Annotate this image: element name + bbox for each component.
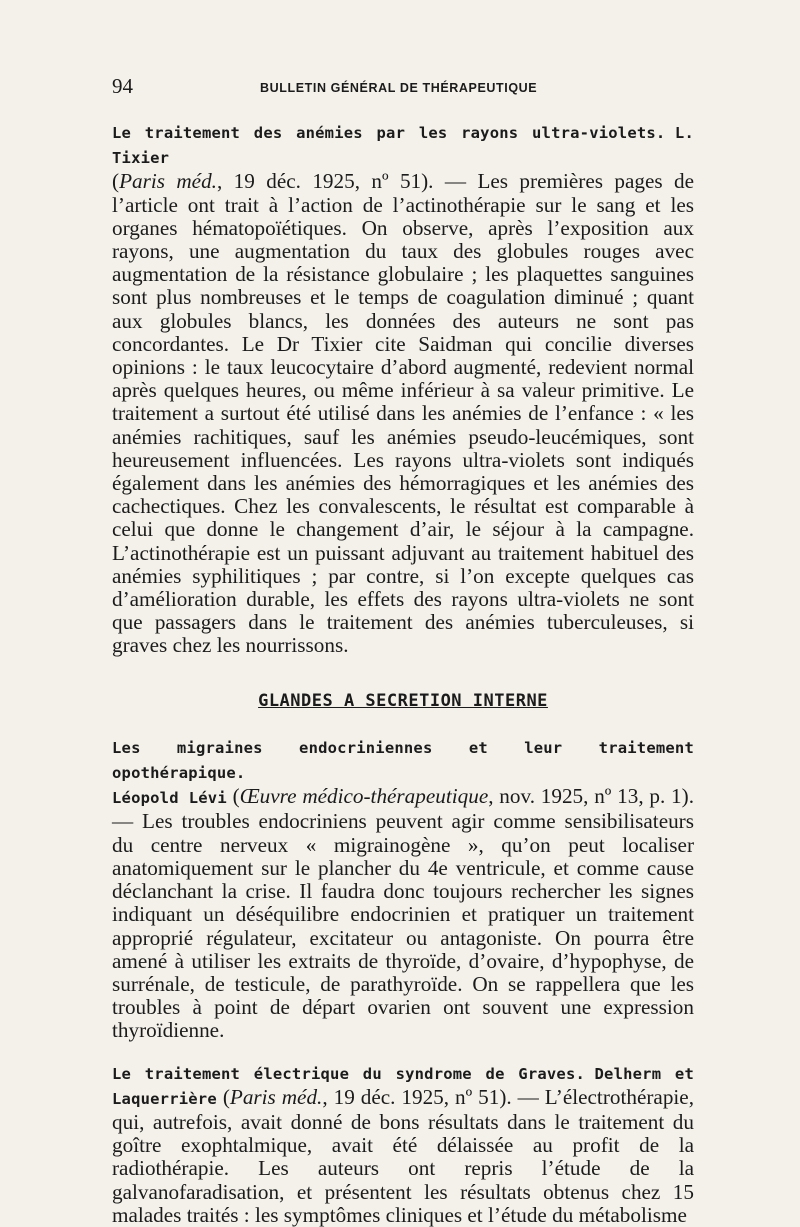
journal-name: Paris méd.: [229, 1084, 323, 1109]
article-title: Le traitement électrique du syndrome de Graves.: [112, 1064, 586, 1083]
citation-open: (: [226, 784, 240, 809]
article-author: L. Tixier: [112, 124, 694, 168]
page-header: [112, 74, 694, 104]
citation-open: (: [112, 169, 120, 194]
citation-details: , nov. 1925, nº 13, p. 1).: [488, 784, 694, 809]
citation-open: (: [216, 1084, 230, 1109]
journal-name: Œuvre médico-thérapeutique: [239, 784, 489, 809]
paragraph-gap: [112, 1043, 694, 1061]
article-author: Léopold Lévi: [112, 789, 227, 808]
article-author: Delherm et Laquerrière: [112, 1064, 694, 1108]
article-levi: [112, 735, 694, 1043]
page-content: [112, 120, 694, 1227]
article-body: — L’électrothérapie, qui, autrefois, avait donné de bons résultats dans le traitement du goître exophtalmique, avait été délaissée au profit de la radiothérapie. Les auteurs ont repris l’étude de la galvanofaradisation, et présentent les résultats obtenus chez 15 malades traités : les symptômes cliniques et l’étude du métabolisme: [112, 1084, 694, 1227]
article-title: Les migraines endocriniennes et leur traitement opothérapique.: [112, 738, 694, 783]
page-number: 94: [112, 74, 133, 98]
article-title: Le traitement des anémies par les rayons ultra-violets.: [112, 124, 666, 142]
citation-details: , 19 déc. 1925, nº 51).: [216, 169, 434, 194]
running-title: BULLETIN GÉNÉRAL DE THÉRAPEUTIQUE: [260, 81, 538, 95]
section-heading: GLANDES A SECRETION INTERNE: [258, 690, 548, 711]
article-tixier: [112, 120, 694, 658]
journal-name: Paris méd.: [119, 169, 217, 194]
article-delherm: [112, 1061, 694, 1227]
article-body: — Les troubles endocriniens peuvent agir comme sensibilisateurs du centre nerveux « migrainogène », qu’on peut localiser anatomiquement sur le plancher du 4e ventricule, et comme cause déclanchant la crise. Il faudra donc toujours rechercher les signes indiquant un déséquilibre endocrinien et pratiquer un traitement approprié régulateur, excitateur ou antagoniste. On pourra être amené à utiliser les extraits de thyroïde, d’ovaire, d’hypophyse, de surrénale, de testicule, de parathyroïde. On se rappellera que les troubles à point de départ ovarien ont souvent une expression thyroïdienne.: [112, 809, 694, 1043]
article-body: — Les premières pages de l’article ont trait à l’action de l’actinothérapie sur le sang et les organes hématopoïétiques. On observe, après l’exposition aux rayons, une augmentation du taux des globules rouges avec augmentation de la résistance globulaire ; les plaquettes sanguines sont plus nombreuses et le temps de coagulation diminué ; quant aux globules blancs, les données des auteurs ne sont pas concordantes. Le Dr Tixier cite Saidman qui concilie diverses opinions : le taux leucocytaire d’abord augmenté, redevient normal après quelques heures, ou même inférieur à sa valeur primitive. Le traitement a surtout été utilisé dans les anémies de l’enfance : « les anémies rachitiques, sauf les anémies pseudo-leucémiques, sont heureusement influencées. Les rayons ultra-violets sont indiqués également dans les anémies des hémorragiques et les anémies des cachectiques. Chez les convalescents, le résultat est comparable à celui que donne le changement d’air, le séjour à la campagne. L’actinothérapie est un puissant adjuvant au traitement habituel des anémies syphilitiques ; par contre, si l’on excepte quelques cas d’amélioration durable, les effets des rayons ultra-violets ne sont que passagers dans le traitement des anémies tuberculeuses, si graves chez les nourrissons.: [112, 169, 694, 658]
citation-details: , 19 déc. 1925, nº 51).: [322, 1084, 512, 1109]
